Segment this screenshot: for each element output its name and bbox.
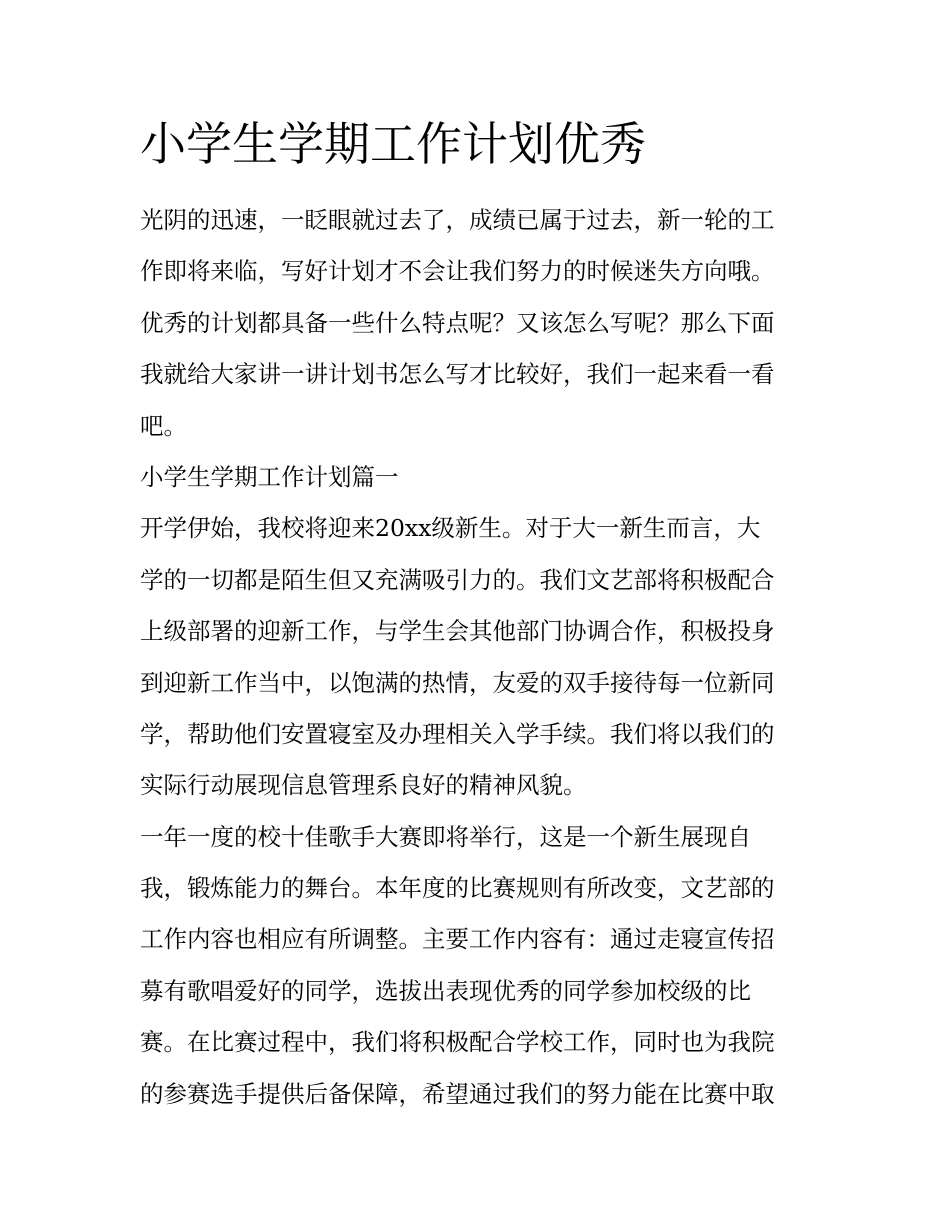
text-line: 开学伊始，我校将迎来20xx级新生。对于大一新生而言，大 (140, 514, 761, 543)
text-line: 学的一切都是陌生但又充满吸引力的。我们文艺部将积极配合 (140, 565, 775, 594)
text-line: 一年一度的校十佳歌手大赛即将举行，这是一个新生展现自 (140, 822, 751, 851)
text-line: 的参赛选手提供后备保障，希望通过我们的努力能在比赛中取 (140, 1079, 775, 1108)
text-line: 优秀的计划都具备一些什么特点呢？又该怎么写呢？那么下面 (140, 308, 775, 337)
text-line: 学，帮助他们安置寝室及办理相关入学手续。我们将以我们的 (140, 719, 775, 748)
document-body (140, 195, 820, 1120)
section-heading: 小学生学期工作计划篇一 (140, 462, 399, 491)
text-line: 我，锻炼能力的舞台。本年度的比赛规则有所改变，文艺部的 (140, 874, 775, 903)
text-line: 赛。在比赛过程中，我们将积极配合学校工作，同时也为我院 (140, 1028, 775, 1057)
document-title: 小学生学期工作计划优秀 (140, 117, 646, 171)
text-line: 我就给大家讲一讲计划书怎么写才比较好，我们一起来看一看 (140, 360, 775, 389)
text-line: 上级部署的迎新工作，与学生会其他部门协调合作，积极投身 (140, 617, 775, 646)
text-line: 实际行动展现信息管理系良好的精神风貌。 (140, 771, 587, 800)
text-line: 到迎新工作当中，以饱满的热情，友爱的双手接待每一位新同 (140, 668, 775, 697)
text-line: 工作内容也相应有所调整。主要工作内容有：通过走寝宣传招 (140, 925, 775, 954)
text-line: 募有歌唱爱好的同学，选拔出表现优秀的同学参加校级的比 (140, 976, 751, 1005)
text-line: 吧。 (140, 411, 187, 440)
text-line: 作即将来临，写好计划才不会让我们努力的时候迷失方向哦。 (140, 257, 775, 286)
text-line: 光阴的迅速，一眨眼就过去了，成绩已属于过去，新一轮的工 (140, 206, 775, 234)
